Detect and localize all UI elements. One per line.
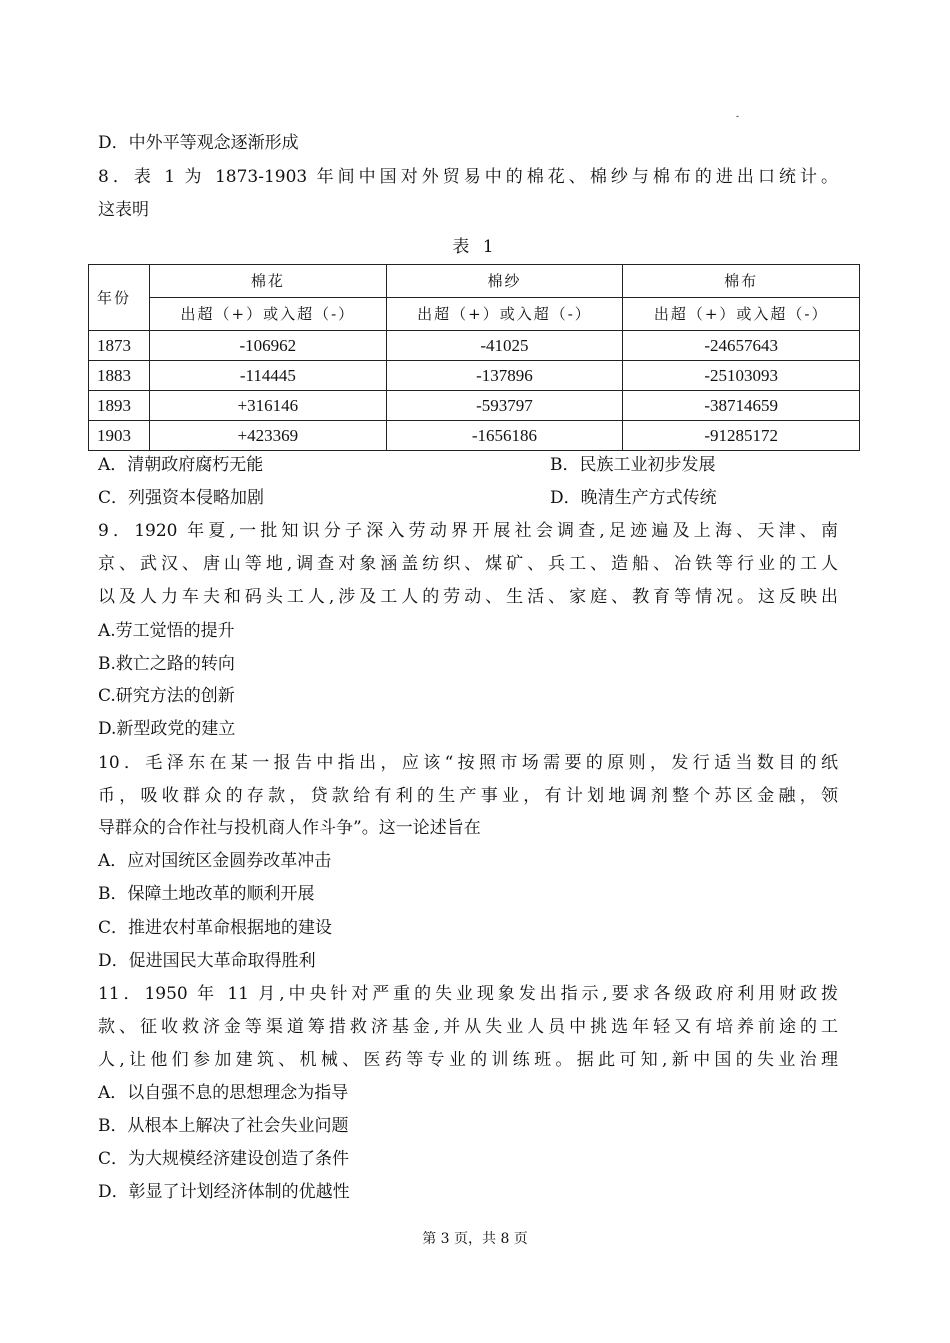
cell: +316146 — [150, 391, 387, 421]
q10-option: A．应对国统区金圆券改革冲击 — [98, 851, 332, 871]
q11-option: A．以自强不息的思想理念为指导 — [98, 1083, 349, 1103]
q10-option: B．保障土地改革的顺利开展 — [98, 884, 315, 904]
cell: -38714659 — [623, 391, 860, 421]
cell: -25103093 — [623, 361, 860, 391]
q9-line: 以及人力车夫和码头工人,涉及工人的劳动、生活、家庭、教育等情况。这反映出 — [98, 587, 838, 607]
q8-line: 8．表 1 为 1873-1903 年间中国对外贸易中的棉花、棉纱与棉布的进出口统计。 — [98, 167, 838, 187]
q8-option: C．列强资本侵略加剧 — [98, 488, 265, 508]
table-row — [89, 421, 860, 451]
cell: -114445 — [150, 361, 387, 391]
cell: 1893 — [89, 391, 150, 421]
page-footer: 第 3 页，共 8 页 — [422, 1231, 528, 1247]
q11-line: 11．1950 年 11 月,中央针对严重的失业现象发出指示,要求各级政府利用财政拨 — [98, 984, 838, 1004]
year-header: 年份 — [89, 265, 150, 331]
cell: +423369 — [150, 421, 387, 451]
cell: -24657643 — [623, 331, 860, 361]
col-header: 棉布 — [623, 265, 860, 298]
q9-line: 9．1920 年夏,一批知识分子深入劳动界开展社会调查,足迹遍及上海、天津、南 — [98, 521, 838, 541]
cell: -593797 — [386, 391, 623, 421]
q11-line: 款、征收救济金等渠道筹措救济基金,并从失业人员中挑选年轻又有培养前途的工 — [98, 1017, 838, 1037]
cell: 1903 — [89, 421, 150, 451]
cell: -41025 — [386, 331, 623, 361]
q8-option: A．清朝政府腐朽无能 — [98, 455, 264, 475]
sub-header: 出超（+）或入超（-） — [623, 298, 860, 331]
q9-option: C.研究方法的创新 — [98, 686, 235, 706]
table-row — [89, 361, 860, 391]
q10-line: 导群众的合作社与投机商人作斗争”。这一论述旨在 — [98, 818, 481, 838]
cell: -1656186 — [386, 421, 623, 451]
sub-header: 出超（+）或入超（-） — [386, 298, 623, 331]
table-row — [89, 331, 860, 361]
cell: 1883 — [89, 361, 150, 391]
q8-option: D．晚清生产方式传统 — [550, 488, 717, 508]
q9-option: D.新型政党的建立 — [98, 719, 236, 739]
q10-option: C．推进农村革命根据地的建设 — [98, 918, 333, 938]
table-row — [89, 391, 860, 421]
col-header: 棉花 — [150, 265, 387, 298]
q9-option: A.劳工觉悟的提升 — [98, 621, 235, 641]
cell: -106962 — [150, 331, 387, 361]
cell: 1873 — [89, 331, 150, 361]
q10-line: 币，吸收群众的存款，贷款给有利的生产事业，有计划地调剂整个苏区金融，领 — [98, 786, 838, 806]
q11-option: C．为大规模经济建设创造了条件 — [98, 1149, 350, 1169]
table-caption: 表 1 — [452, 237, 498, 257]
q8-option: B．民族工业初步发展 — [550, 455, 716, 475]
q9-option: B.救亡之路的转向 — [98, 654, 235, 674]
q11-option: B．从根本上解决了社会失业问题 — [98, 1116, 349, 1136]
q7-option-d: D．中外平等观念逐渐形成 — [98, 133, 299, 153]
cell: -137896 — [386, 361, 623, 391]
q11-option: D．彰显了计划经济体制的优越性 — [98, 1182, 350, 1202]
q8-line: 这表明 — [98, 200, 149, 220]
q10-option: D．促进国民大革命取得胜利 — [98, 951, 316, 971]
sub-header: 出超（+）或入超（-） — [150, 298, 387, 331]
q10-line: 10．毛泽东在某一报告中指出，应该“按照市场需要的原则，发行适当数目的纸 — [98, 753, 838, 773]
mark-dot: - — [736, 112, 740, 122]
col-header: 棉纱 — [386, 265, 623, 298]
q11-line: 人,让他们参加建筑、机械、医药等专业的训练班。据此可知,新中国的失业治理 — [98, 1050, 838, 1070]
q9-line: 京、武汉、唐山等地,调查对象涵盖纺织、煤矿、兵工、造船、冶铁等行业的工人 — [98, 554, 838, 574]
cell: -91285172 — [623, 421, 860, 451]
trade-table — [88, 264, 860, 451]
